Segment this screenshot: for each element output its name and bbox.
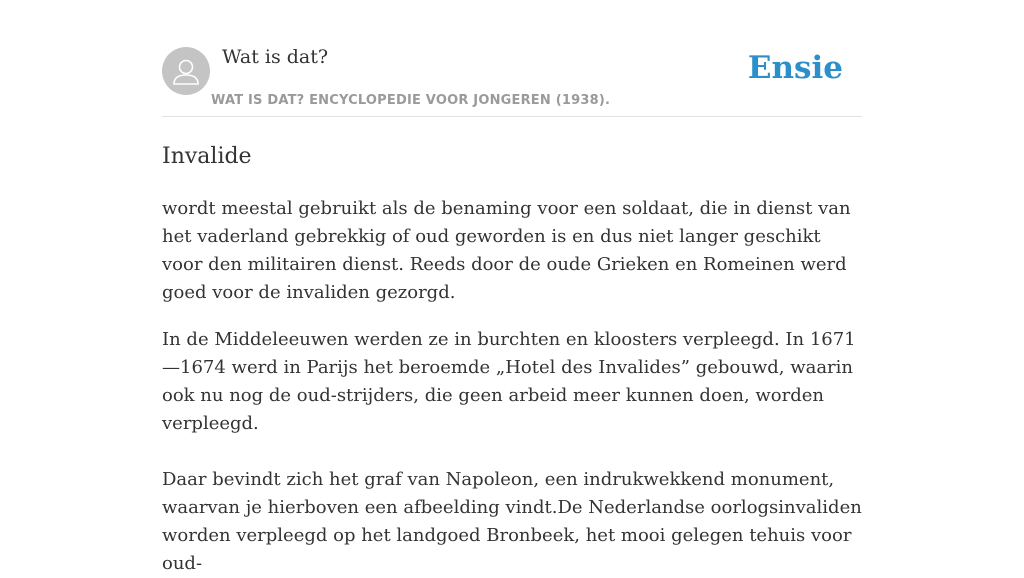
article-term: Invalide bbox=[162, 144, 252, 169]
user-icon[interactable] bbox=[162, 47, 210, 95]
source-title[interactable]: Wat is dat? bbox=[222, 46, 329, 68]
article-paragraph: In de Middeleeuwen werden ze in burchten en kloosters verpleegd. In 1671—1674 werd in Parijs het beroemde „Hotel des Invalides” gebouwd, waarin ook nu nog de oud-strijders, die geen arbeid meer kunnen doen, worden verpleegd. bbox=[162, 329, 856, 434]
source-subtitle[interactable]: WAT IS DAT? ENCYCLOPEDIE VOOR JONGEREN (1938). bbox=[211, 93, 611, 108]
page-content bbox=[162, 0, 862, 578]
article-paragraph: wordt meestal gebruikt als de benaming voor een soldaat, die in dienst van het vaderland gebrekkig of oud geworden is en dus niet langer geschikt voor den militairen dienst. Reeds door de oude Grieken en Romeinen werd goed voor de invaliden gezorgd. bbox=[162, 198, 851, 303]
source-header bbox=[162, 0, 862, 117]
site-logo[interactable]: Ensie bbox=[747, 50, 843, 86]
article-paragraph: Daar bevindt zich het graf van Napoleon, een indrukwekkend monument, waarvan je hierboven een afbeelding vindt.De Nederlandse oorlogsinvaliden worden verpleegd op het landgoed Bronbeek, het mooi gelegen tehuis voor oud- bbox=[162, 469, 862, 574]
